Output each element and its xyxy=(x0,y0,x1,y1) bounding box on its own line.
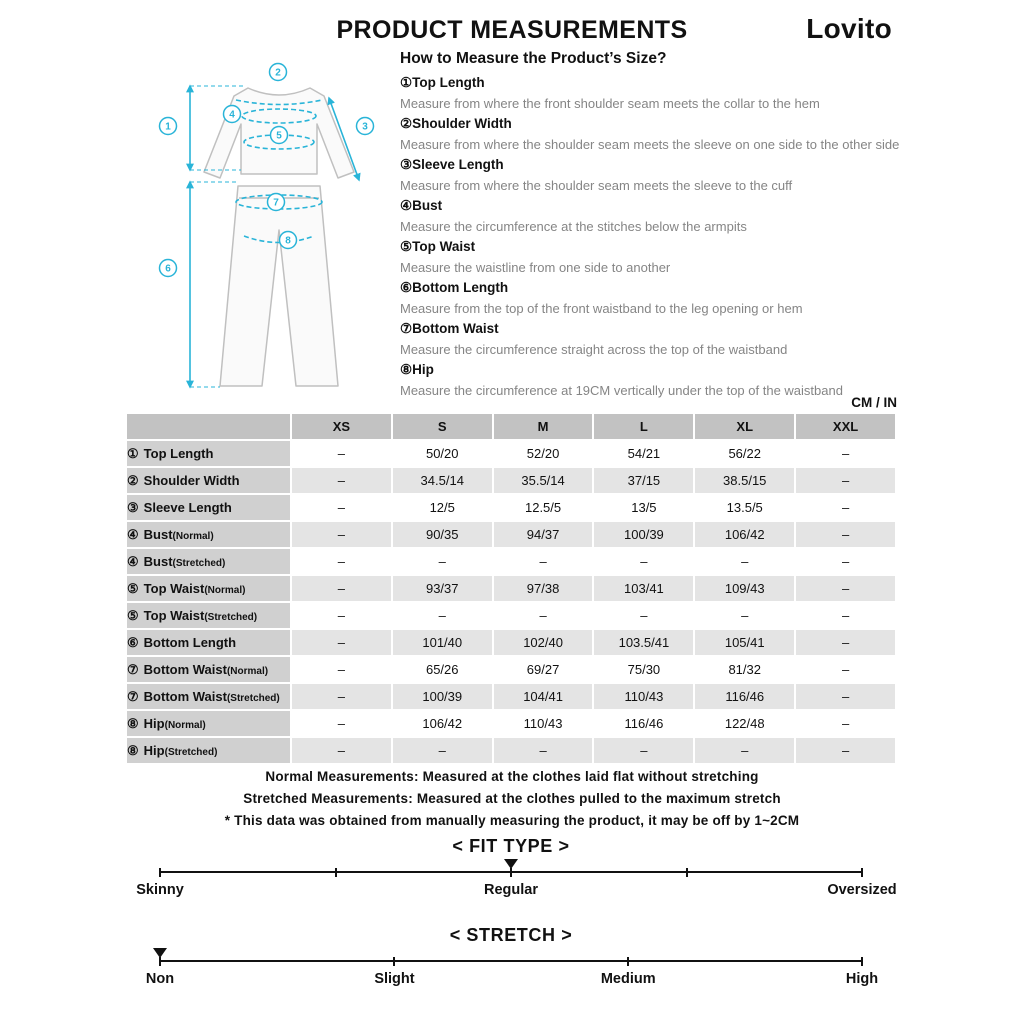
row-sub-label: (Stretched) xyxy=(164,746,218,758)
fit-type-heading: < FIT TYPE > xyxy=(452,836,570,856)
measurement-value: – xyxy=(796,630,897,657)
guide-name: Top Waist xyxy=(412,239,476,254)
diagram-marker-7 xyxy=(268,194,285,211)
guide-name: Sleeve Length xyxy=(412,157,504,172)
table-row xyxy=(127,603,897,630)
fit-type-line xyxy=(160,871,862,873)
row-name: Bottom Length xyxy=(143,634,237,650)
guide-number: ③ xyxy=(400,157,413,172)
page-title: PRODUCT MEASUREMENTS xyxy=(336,16,688,44)
diagram-marker-4 xyxy=(224,106,241,123)
fit-type-labels xyxy=(136,882,897,902)
stretch-option-label: Medium xyxy=(600,971,656,987)
measurement-value: 106/42 xyxy=(393,711,494,738)
guide-description: Measure from where the shoulder seam meets the sleeve on one side to the other side xyxy=(400,137,900,152)
row-sub-label: (Stretched) xyxy=(204,611,258,623)
measure-guide-item xyxy=(400,196,1020,237)
svg-text:3: 3 xyxy=(362,121,368,133)
stretch-option-label: Non xyxy=(145,971,175,987)
row-name: Bust xyxy=(143,553,173,569)
row-sub-label: (Normal) xyxy=(172,530,214,542)
row-name: Bottom Waist xyxy=(143,661,227,677)
measurement-value: – xyxy=(292,468,393,495)
measurement-value: – xyxy=(796,549,897,576)
measurement-value: 110/43 xyxy=(594,684,695,711)
guide-number: ⑧ xyxy=(400,362,413,377)
svg-text:5: 5 xyxy=(276,130,282,142)
svg-text:6: 6 xyxy=(165,263,171,275)
measurement-value: 38.5/15 xyxy=(695,468,796,495)
garment-diagram xyxy=(146,56,406,406)
measurement-value: 52/20 xyxy=(494,441,595,468)
measurement-value: 56/22 xyxy=(695,441,796,468)
stretch-labels xyxy=(145,971,879,991)
row-name: Bottom Waist xyxy=(143,688,227,704)
guide-term xyxy=(400,278,1020,298)
row-number: ⑦ xyxy=(127,661,139,677)
measurement-value: 13.5/5 xyxy=(695,495,796,522)
row-sub-label: (Stretched) xyxy=(226,692,280,704)
diagram-marker-1 xyxy=(160,118,177,135)
measurement-value: 90/35 xyxy=(393,522,494,549)
measure-guide-item xyxy=(400,237,1020,278)
measurement-value: – xyxy=(292,522,393,549)
size-column-header: M xyxy=(494,414,595,441)
guide-description: Measure the waistline from one side to another xyxy=(400,260,671,275)
row-sub-label: (Normal) xyxy=(164,719,206,731)
measurement-value: – xyxy=(796,495,897,522)
guide-term xyxy=(400,319,1020,339)
diagram-marker-5 xyxy=(271,127,288,144)
stretch-scale-tick xyxy=(393,957,395,966)
row-sub-label: (Stretched) xyxy=(172,557,226,569)
measurement-label xyxy=(127,603,292,630)
row-number: ⑥ xyxy=(127,634,139,650)
measurement-value: – xyxy=(695,603,796,630)
measurement-value: – xyxy=(292,495,393,522)
measurement-value: 106/42 xyxy=(695,522,796,549)
measurement-label xyxy=(127,441,292,468)
guide-number: ⑥ xyxy=(400,280,413,295)
measurement-value: 103/41 xyxy=(594,576,695,603)
guide-description: Measure the circumference straight across the top of the waistband xyxy=(400,342,788,357)
svg-text:4: 4 xyxy=(229,109,235,121)
table-row xyxy=(127,441,897,468)
guide-name: Top Length xyxy=(412,75,485,90)
measurement-value: – xyxy=(594,738,695,765)
measurement-value: 54/21 xyxy=(594,441,695,468)
guide-number: ① xyxy=(400,75,413,90)
row-number: ⑤ xyxy=(127,580,139,596)
note-line: * This data was obtained from manually measuring the product, it may be off by 1~2CM xyxy=(224,813,800,828)
size-column-header: XL xyxy=(695,414,796,441)
measurement-value: 94/37 xyxy=(494,522,595,549)
guide-description: Measure from where the front shoulder seam meets the collar to the hem xyxy=(400,96,820,111)
stretch-option-label: High xyxy=(845,971,879,987)
size-column-header: XS xyxy=(292,414,393,441)
measurement-value: – xyxy=(292,603,393,630)
measurement-value: – xyxy=(695,549,796,576)
measurement-value: – xyxy=(796,576,897,603)
guide-name: Bust xyxy=(412,198,443,213)
table-row xyxy=(127,522,897,549)
measurement-value: – xyxy=(393,549,494,576)
table-row xyxy=(127,630,897,657)
measurement-value: – xyxy=(292,576,393,603)
size-column-header: L xyxy=(594,414,695,441)
svg-text:2: 2 xyxy=(275,67,281,79)
measurement-value: – xyxy=(796,603,897,630)
measure-guide-list xyxy=(400,73,1020,401)
fit-type-option-label: Regular xyxy=(484,882,538,898)
measurement-value: – xyxy=(292,657,393,684)
guide-term xyxy=(400,155,1020,175)
size-table-body xyxy=(127,441,897,765)
measurement-value: – xyxy=(393,738,494,765)
fit-type-scale-tick xyxy=(335,868,337,877)
row-name: Top Waist xyxy=(143,607,205,623)
row-name: Top Length xyxy=(143,445,214,461)
note-line: Stretched Measurements: Measured at the clothes pulled to the maximum stretch xyxy=(243,791,781,806)
fit-type-option-label: Skinny xyxy=(136,882,184,898)
table-row xyxy=(127,576,897,603)
measurement-value: 65/26 xyxy=(393,657,494,684)
measurement-label xyxy=(127,549,292,576)
stretch-heading: < STRETCH > xyxy=(449,925,573,945)
measurement-value: 93/37 xyxy=(393,576,494,603)
measurement-value: – xyxy=(292,738,393,765)
unit-label: CM / IN xyxy=(851,395,897,410)
guide-number: ② xyxy=(400,116,413,131)
measurement-value: – xyxy=(494,603,595,630)
row-number: ④ xyxy=(127,526,139,542)
diagram-marker-3 xyxy=(357,118,374,135)
size-table xyxy=(127,414,897,765)
measurement-label xyxy=(127,495,292,522)
guide-name: Shoulder Width xyxy=(412,116,512,131)
row-name: Hip xyxy=(143,715,165,731)
table-row xyxy=(127,738,897,765)
measurement-label xyxy=(127,576,292,603)
stretch-scale xyxy=(145,925,879,991)
measurement-value: – xyxy=(796,468,897,495)
stretch-line xyxy=(160,960,862,962)
notes xyxy=(0,766,1024,832)
size-column-header: S xyxy=(393,414,494,441)
measurement-value: 101/40 xyxy=(393,630,494,657)
fit-type-scale-tick xyxy=(861,868,863,877)
measurement-label xyxy=(127,711,292,738)
fit-type-scale-tick xyxy=(510,868,512,877)
size-table-header-row xyxy=(127,414,897,441)
note-line: Normal Measurements: Measured at the clothes laid flat without stretching xyxy=(265,769,759,784)
measure-guide-item xyxy=(400,155,1020,196)
guide-term xyxy=(400,360,1020,380)
guide-description: Measure from the top of the front waistband to the leg opening or hem xyxy=(400,301,803,316)
measurement-label xyxy=(127,630,292,657)
measurement-value: – xyxy=(494,738,595,765)
row-name: Hip xyxy=(143,742,165,758)
table-row xyxy=(127,549,897,576)
measure-guide-item xyxy=(400,360,1020,401)
guide-description: Measure the circumference at the stitches below the armpits xyxy=(400,219,747,234)
measurement-value: – xyxy=(292,684,393,711)
svg-text:7: 7 xyxy=(273,197,279,209)
table-row xyxy=(127,711,897,738)
measurement-value: 97/38 xyxy=(494,576,595,603)
measurement-label xyxy=(127,468,292,495)
svg-text:1: 1 xyxy=(165,121,171,133)
guide-term xyxy=(400,196,1020,216)
measurement-value: – xyxy=(393,603,494,630)
guide-description: Measure the circumference at 19CM vertically under the top of the waistband xyxy=(400,383,843,398)
measurement-value: – xyxy=(796,522,897,549)
guide-number: ④ xyxy=(400,198,413,213)
measurement-value: 116/46 xyxy=(594,711,695,738)
measurement-value: 122/48 xyxy=(695,711,796,738)
measurement-value: 13/5 xyxy=(594,495,695,522)
row-number: ① xyxy=(127,445,139,461)
measurement-value: 34.5/14 xyxy=(393,468,494,495)
row-name: Top Waist xyxy=(143,580,205,596)
measurement-value: – xyxy=(494,549,595,576)
guide-name: Bottom Length xyxy=(412,280,509,295)
measurement-label xyxy=(127,684,292,711)
stretch-option-label: Slight xyxy=(374,971,415,987)
measurement-value: – xyxy=(292,549,393,576)
guide-name: Hip xyxy=(412,362,434,377)
table-row xyxy=(127,495,897,522)
diagram-marker-6 xyxy=(160,260,177,277)
measurement-value: 116/46 xyxy=(695,684,796,711)
guide-description: Measure from where the shoulder seam meets the sleeve to the cuff xyxy=(400,178,793,193)
measurement-value: 69/27 xyxy=(494,657,595,684)
measurement-value: – xyxy=(796,711,897,738)
row-name: Shoulder Width xyxy=(143,472,240,488)
row-name: Sleeve Length xyxy=(143,499,232,515)
stretch-scale-tick xyxy=(861,957,863,966)
guide-number: ⑦ xyxy=(400,321,413,336)
measurement-value: 109/43 xyxy=(695,576,796,603)
table-row xyxy=(127,657,897,684)
measurement-value: 110/43 xyxy=(494,711,595,738)
row-name: Bust xyxy=(143,526,173,542)
measurement-value: – xyxy=(292,630,393,657)
stretch-marker xyxy=(153,948,167,958)
diagram-marker-2 xyxy=(270,64,287,81)
guide-number: ⑤ xyxy=(400,239,413,254)
guide-heading: How to Measure the Product’s Size? xyxy=(400,50,667,67)
svg-text:8: 8 xyxy=(285,235,291,247)
measurement-label xyxy=(127,738,292,765)
measurement-value: – xyxy=(796,657,897,684)
table-row xyxy=(127,684,897,711)
fit-type-scale-tick xyxy=(159,868,161,877)
measurement-value: 100/39 xyxy=(594,522,695,549)
measurement-value: 81/32 xyxy=(695,657,796,684)
measurement-value: 105/41 xyxy=(695,630,796,657)
row-number: ③ xyxy=(127,499,139,515)
stretch-scale-tick xyxy=(627,957,629,966)
measurement-label xyxy=(127,522,292,549)
measurement-value: – xyxy=(292,711,393,738)
guide-term xyxy=(400,73,1020,93)
measurement-value: 100/39 xyxy=(393,684,494,711)
fit-type-marker xyxy=(504,859,518,869)
measurement-value: – xyxy=(594,603,695,630)
measurement-value: 102/40 xyxy=(494,630,595,657)
stretch-scale-tick xyxy=(159,957,161,966)
guide-term xyxy=(400,114,1020,134)
row-sub-label: (Normal) xyxy=(226,665,269,677)
fit-type-scale-tick xyxy=(686,868,688,877)
brand-logo: Lovito xyxy=(806,13,892,44)
diagram-marker-8 xyxy=(280,232,297,249)
fit-type-scale xyxy=(136,836,897,902)
measurement-value: 75/30 xyxy=(594,657,695,684)
measurement-value: – xyxy=(796,738,897,765)
measure-guide xyxy=(400,50,1020,401)
measure-guide-item xyxy=(400,114,1020,155)
measure-guide-item xyxy=(400,278,1020,319)
corner-cell xyxy=(127,414,292,441)
measurement-value: 37/15 xyxy=(594,468,695,495)
row-number: ④ xyxy=(127,553,139,569)
row-number: ⑧ xyxy=(127,742,139,758)
guide-name: Bottom Waist xyxy=(412,321,499,336)
measurement-label xyxy=(127,657,292,684)
row-number: ⑤ xyxy=(127,607,139,623)
row-number: ② xyxy=(127,472,139,488)
measurement-value: 12/5 xyxy=(393,495,494,522)
row-sub-label: (Normal) xyxy=(204,584,246,596)
measure-guide-item xyxy=(400,319,1020,360)
fit-type-option-label: Oversized xyxy=(827,882,897,898)
measurement-value: 12.5/5 xyxy=(494,495,595,522)
guide-term xyxy=(400,237,1020,257)
measurement-value: 104/41 xyxy=(494,684,595,711)
size-column-header: XXL xyxy=(796,414,897,441)
measurement-value: – xyxy=(594,549,695,576)
table-row xyxy=(127,468,897,495)
measurement-value: – xyxy=(695,738,796,765)
row-number: ⑦ xyxy=(127,688,139,704)
measurement-value: 35.5/14 xyxy=(494,468,595,495)
measurement-value: 103.5/41 xyxy=(594,630,695,657)
measurement-value: – xyxy=(292,441,393,468)
measure-guide-item xyxy=(400,73,1020,114)
row-number: ⑧ xyxy=(127,715,139,731)
measurement-value: 50/20 xyxy=(393,441,494,468)
measurement-value: – xyxy=(796,684,897,711)
measurement-value: – xyxy=(796,441,897,468)
